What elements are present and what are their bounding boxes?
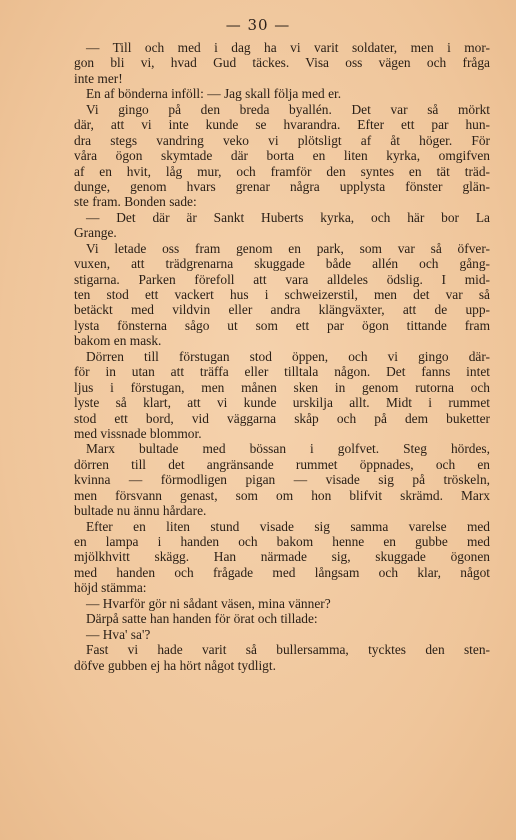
text-line: Dörren till förstugan stod öppen, och vi gingo där- (86, 348, 490, 364)
text-line: dra stegs vandring veko vi plötsligt af åt höger. För (74, 132, 490, 148)
text-line: Efter en liten stund visade sig samma varelse med (86, 518, 490, 534)
text-line: Därpå satte han handen för örat och tillade: (86, 611, 318, 627)
text-line: Vi letade oss fram genom en park, som var så öfver- (86, 240, 490, 256)
text-line: betäckt med vildvin eller andra klängväxter, att de upp- (74, 302, 490, 318)
text-line: Marx bultade med bössan i golfvet. Steg hördes, (86, 441, 490, 457)
text-line: där, att vi inte kunde se hvarandra. Efter ett par hun- (74, 117, 490, 133)
text-line: våra ögon skymtade där borta en liten kyrka, omgifven (74, 148, 490, 164)
text-line: dunge, genom hvars grenar några upplysta fönster glän- (74, 178, 490, 194)
text-line: vuxen, att trädgrenarna skuggade både allén och gång- (74, 256, 490, 272)
text-line: inte mer! (74, 70, 123, 86)
body-text (74, 40, 490, 673)
text-line: af en hvit, låg mur, och framför den syntes en tät träd- (74, 163, 490, 179)
text-line: En af bönderna inföll: — Jag skall följa med er. (86, 86, 342, 102)
text-line: Fast vi hade varit så bullersamma, tycktes den sten- (86, 642, 490, 658)
text-line: höjd stämma: (74, 580, 147, 596)
text-line: gon bli vi, hvad Gud täckes. Visa oss vägen och fråga (74, 55, 490, 71)
text-line: stod ett bord, vid väggarna skåp och på dem buketter (74, 410, 490, 426)
text-line: Grange. (74, 225, 117, 241)
text-line: ten stod ett vackert hus i schweizerstil, men det var så (74, 287, 490, 302)
text-line: bultade nu ännu hårdare. (74, 503, 207, 519)
text-line: ljus i förstugan, men månen sken in genom rutorna och (74, 379, 490, 395)
text-line: — Hvarför gör ni sådant väsen, mina vänner? (86, 595, 331, 611)
text-line: en lampa i handen och bakom henne en gubbe med (74, 534, 490, 549)
text-line: Vi gingo på den breda byallén. Det var så mörkt (86, 101, 490, 117)
text-line: mjölkhvitt skägg. Han närmade sig, skuggade ögonen (74, 549, 490, 565)
text-line: ste fram. Bonden sade: (74, 194, 197, 210)
text-line: med vissnade blommor. (74, 425, 202, 441)
text-line: dörren till det angränsande rummet öppnades, och en (74, 456, 490, 472)
text-line: för in utan att träffa eller tilltala någon. Det fanns intet (74, 364, 490, 380)
text-line: med handen och frågade med långsam och klar, något (74, 564, 490, 580)
text-line: — Hva' sa'? (86, 626, 151, 642)
text-line: lysta fönsterna sågo ut som ett par ögon tittande fram (74, 317, 490, 333)
text-line: kvinna — förmodligen pigan — visade sig på tröskeln, (74, 472, 490, 488)
text-line: men försvann genast, som om hon blifvit skrämd. Marx (74, 487, 490, 503)
text-line: stigarna. Parken förefoll att vara alldeles ödslig. I mid- (74, 271, 490, 287)
page-number: — 30 — (225, 16, 291, 34)
text-line: — Det där är Sankt Huberts kyrka, och här bor La (86, 209, 490, 225)
text-line: — Till och med i dag ha vi varit soldater, men i mor- (86, 40, 490, 55)
text-line: lyste så klart, att vi kunde urskilja allt. Midt i rummet (74, 395, 490, 411)
text-line: döfve gubben ej ha hört något tydligt. (74, 657, 276, 673)
text-line: bakom en mask. (74, 333, 162, 349)
